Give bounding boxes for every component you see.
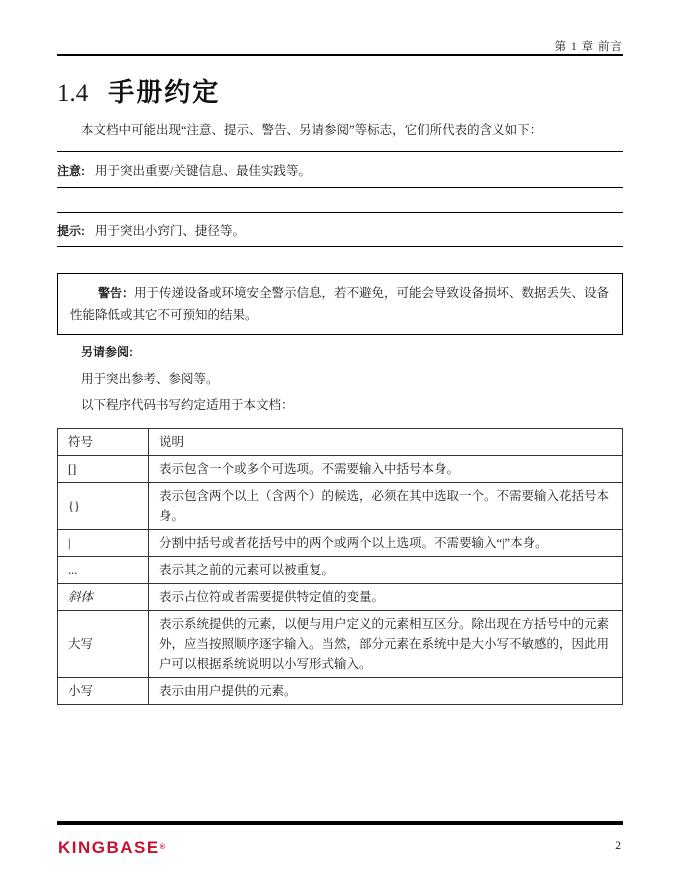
note-divider-bottom [57, 187, 623, 188]
seealso-text: 用于突出参考、参阅等。 [81, 372, 219, 386]
table-row [58, 678, 623, 705]
conventions-table [57, 428, 623, 705]
note-label: 注意: [57, 164, 85, 178]
running-header-chapter: 第 1 章 前言 [554, 41, 623, 53]
section-title [57, 72, 220, 109]
symbol-cell: [] [58, 456, 149, 483]
table-row [58, 611, 623, 678]
intro-paragraph: 本文档中可能出现“注意、提示、警告、另请参阅”等标志，它们所代表的含义如下： [81, 123, 543, 137]
section-title-text: 手册约定 [108, 77, 221, 107]
desc-cell: 表示系统提供的元素，以便与用户定义的元素相互区分。除出现在方括号中的元素外，应当按照顺序逐字输入。当然，部分元素在系统中是大小写不敏感的，因此用户可以根据系统说明以小写形式输入。 [149, 611, 623, 678]
page-number: 2 [615, 840, 621, 852]
desc-cell: 分割中括号或者花括号中的两个或两个以上选项。不需要输入“|”本身。 [149, 530, 623, 557]
tip-divider-bottom [57, 246, 623, 247]
warning-callout-box [57, 273, 623, 335]
tip-label: 提示: [57, 224, 85, 238]
logo-text-king: KING [58, 838, 107, 857]
column-header-symbol: 符号 [58, 429, 149, 456]
desc-cell: 表示由用户提供的元素。 [149, 678, 623, 705]
table-row [58, 557, 623, 584]
note-callout [57, 161, 623, 181]
symbol-cell: ... [58, 557, 149, 584]
desc-cell: 表示其之前的元素可以被重复。 [149, 557, 623, 584]
warning-label: 警告： [98, 286, 135, 300]
seealso-label: 另请参阅: [81, 345, 133, 359]
table-row [58, 456, 623, 483]
tip-callout [57, 221, 623, 241]
column-header-desc: 说明 [149, 429, 623, 456]
header-divider [57, 54, 623, 56]
registered-trademark-icon: ® [159, 844, 165, 851]
symbol-cell-italic: 斜体 [58, 584, 149, 611]
table-intro-paragraph: 以下程序代码书写约定适用于本文档： [81, 398, 294, 412]
desc-cell: 表示包含一个或多个可选项。不需要输入中括号本身。 [149, 456, 623, 483]
symbol-cell: | [58, 530, 149, 557]
symbol-cell: 大写 [58, 611, 149, 678]
section-number: 1.4 [57, 80, 89, 107]
footer-divider [57, 821, 623, 825]
tip-divider-top [57, 212, 623, 213]
warning-text: 用于传递设备或环境安全警示信息，若不避免，可能会导致设备损坏、数据丢失、设备性能降低或其它不可预知的结果。 [70, 286, 610, 322]
symbol-cell: {} [58, 483, 149, 530]
tip-text: 用于突出小窍门、捷径等。 [95, 224, 246, 238]
note-text: 用于突出重要/关键信息、最佳实践等。 [95, 164, 311, 178]
desc-cell: 表示包含两个以上（含两个）的候选，必须在其中选取一个。不需要输入花括号本身。 [149, 483, 623, 530]
logo-text-base: BASE [106, 838, 160, 857]
note-divider-top [57, 151, 623, 152]
table-header-row [58, 429, 623, 456]
table-row [58, 584, 623, 611]
symbol-cell: 小写 [58, 678, 149, 705]
table-row [58, 530, 623, 557]
desc-cell: 表示占位符或者需要提供特定值的变量。 [149, 584, 623, 611]
kingbase-logo [58, 838, 165, 858]
table-row [58, 483, 623, 530]
